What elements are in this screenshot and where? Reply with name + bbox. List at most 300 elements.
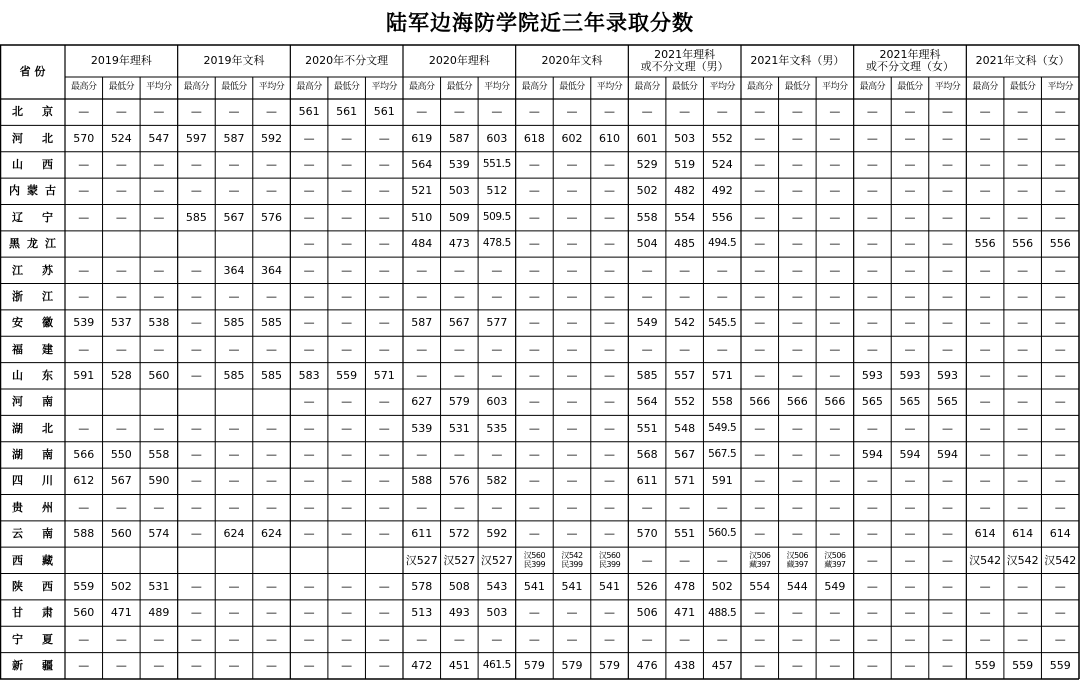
score-cell: 556 <box>711 210 733 224</box>
score-cell: 529 <box>636 158 658 172</box>
score-cell: — <box>1017 579 1029 593</box>
score-cell: — <box>904 579 916 593</box>
score-cell: 618 <box>523 131 545 145</box>
score-cell: — <box>78 105 90 119</box>
score-cell: — <box>190 579 202 593</box>
score-cell: 531 <box>448 421 470 435</box>
score-cell: 472 <box>411 659 433 673</box>
score-cell: — <box>303 131 315 145</box>
province-cell: 河 南 <box>12 395 53 409</box>
score-cell: — <box>528 158 540 172</box>
score-cell: — <box>78 184 90 198</box>
score-cell: — <box>866 342 878 356</box>
score-cell: — <box>829 632 841 646</box>
score-cell: — <box>190 632 202 646</box>
score-cell: — <box>754 184 766 198</box>
score-cell: — <box>341 237 353 251</box>
score-cell: — <box>416 263 428 277</box>
score-cell: 559 <box>336 369 358 383</box>
score-cell: — <box>904 553 916 567</box>
score-cell: — <box>416 632 428 646</box>
score-cell: — <box>754 421 766 435</box>
score-cell: — <box>341 500 353 514</box>
score-cell: — <box>341 263 353 277</box>
score-cell: — <box>190 474 202 488</box>
score-cell: 526 <box>636 579 658 593</box>
score-cell: — <box>604 316 616 330</box>
score-cell: — <box>453 500 465 514</box>
score-cell: — <box>266 579 278 593</box>
score-cell: — <box>491 289 503 303</box>
score-cell: — <box>942 606 954 620</box>
sub-header: 最低分 <box>221 82 247 93</box>
score-cell: — <box>754 316 766 330</box>
score-cell: — <box>1017 289 1029 303</box>
score-cell: — <box>190 527 202 541</box>
score-cell: — <box>566 421 578 435</box>
score-cell: 564 <box>411 158 433 172</box>
score-cell: — <box>266 632 278 646</box>
score-cell: 558 <box>636 210 658 224</box>
score-cell: 485 <box>674 237 696 251</box>
score-cell: — <box>416 369 428 383</box>
score-cell: — <box>378 579 390 593</box>
score-cell: 545.5 <box>708 316 737 329</box>
score-cell: — <box>566 606 578 620</box>
score-cell: — <box>453 289 465 303</box>
score-cell: — <box>1017 184 1029 198</box>
score-cell: — <box>754 158 766 172</box>
score-cell: 506 <box>636 606 658 620</box>
score-cell: 汉542 <box>969 553 1002 567</box>
score-cell: 汉506 藏397 <box>786 551 808 570</box>
score-cell: — <box>453 105 465 119</box>
score-cell: — <box>866 158 878 172</box>
score-cell: — <box>979 500 991 514</box>
score-cell: — <box>716 289 728 303</box>
group-header: 2021年理科 或不分文理（男） <box>640 47 729 73</box>
score-cell: — <box>866 131 878 145</box>
score-cell: — <box>866 316 878 330</box>
score-cell: — <box>604 342 616 356</box>
score-cell: 471 <box>110 606 132 620</box>
score-cell: — <box>416 448 428 462</box>
score-cell: — <box>378 448 390 462</box>
score-cell: — <box>303 632 315 646</box>
score-cell: 549 <box>824 579 846 593</box>
score-cell: — <box>153 105 165 119</box>
score-cell: — <box>566 289 578 303</box>
score-cell: — <box>829 369 841 383</box>
score-cell: 438 <box>674 659 696 673</box>
score-cell: — <box>115 184 127 198</box>
score-cell: — <box>378 527 390 541</box>
score-cell: — <box>679 105 691 119</box>
score-cell: — <box>942 105 954 119</box>
score-cell: — <box>754 632 766 646</box>
score-cell: — <box>791 210 803 224</box>
score-cell: — <box>716 553 728 567</box>
score-cell: 汉542 <box>1044 553 1077 567</box>
score-cell: — <box>791 237 803 251</box>
page-title: 陆军边海防学院近三年录取分数 <box>386 10 694 35</box>
score-cell: 551 <box>636 421 658 435</box>
score-cell: — <box>190 659 202 673</box>
score-cell: — <box>754 342 766 356</box>
score-cell: 汉506 藏397 <box>824 551 846 570</box>
sub-header: 最高分 <box>521 82 548 93</box>
score-cell: 512 <box>486 184 508 198</box>
sub-header: 最低分 <box>333 82 360 93</box>
score-cell: — <box>341 184 353 198</box>
score-cell: — <box>754 606 766 620</box>
score-cell: — <box>416 500 428 514</box>
sub-header: 最高分 <box>71 82 97 93</box>
score-cell: — <box>679 500 691 514</box>
score-cell: — <box>78 500 90 514</box>
score-cell: — <box>866 500 878 514</box>
score-cell: — <box>1017 342 1029 356</box>
score-cell: — <box>1054 184 1066 198</box>
score-cell: — <box>866 553 878 567</box>
score-cell: — <box>1017 369 1029 383</box>
score-cell: 503 <box>674 131 696 145</box>
score-cell: — <box>791 500 803 514</box>
score-cell: — <box>303 210 315 224</box>
score-cell: 587 <box>448 131 470 145</box>
score-cell: — <box>829 659 841 673</box>
sub-header: 最低分 <box>559 82 585 93</box>
score-cell: — <box>453 448 465 462</box>
score-cell: — <box>228 500 240 514</box>
score-cell: — <box>979 263 991 277</box>
score-cell: 524 <box>110 131 132 145</box>
score-cell: 551 <box>674 527 696 541</box>
province-cell: 安 徽 <box>12 316 53 330</box>
score-cell: — <box>866 289 878 303</box>
score-cell: 585 <box>261 316 283 330</box>
score-cell: 539 <box>411 421 433 435</box>
score-cell: — <box>303 289 315 303</box>
score-cell: — <box>190 263 202 277</box>
score-cell: — <box>604 474 616 488</box>
score-cell: — <box>303 659 315 673</box>
score-cell: — <box>115 210 127 224</box>
score-cell: — <box>528 316 540 330</box>
score-cell: — <box>641 553 653 567</box>
score-cell: — <box>604 158 616 172</box>
score-cell: 554 <box>749 579 771 593</box>
group-header: 2021年文科（女） <box>975 53 1070 67</box>
score-cell: — <box>1054 131 1066 145</box>
score-cell: — <box>303 606 315 620</box>
group-header: 2020年文科 <box>541 53 603 67</box>
score-cell: 570 <box>73 131 95 145</box>
score-cell: 585 <box>223 369 245 383</box>
score-cell: — <box>904 342 916 356</box>
province-cell: 辽 宁 <box>12 210 53 224</box>
score-cell: — <box>942 210 954 224</box>
province-cell: 贵 州 <box>12 500 53 514</box>
score-cell: 504 <box>636 237 658 251</box>
score-cell: 594 <box>937 448 959 462</box>
score-cell: — <box>641 289 653 303</box>
province-cell: 福 建 <box>12 342 53 356</box>
score-cell: 560 <box>110 527 132 541</box>
score-cell: — <box>1054 500 1066 514</box>
score-cell: 汉542 民399 <box>561 551 583 570</box>
score-cell: — <box>979 316 991 330</box>
score-cell: — <box>528 184 540 198</box>
score-cell: — <box>115 632 127 646</box>
score-cell: 560 <box>148 369 170 383</box>
score-cell: — <box>1017 131 1029 145</box>
score-cell: — <box>266 474 278 488</box>
score-cell: — <box>641 500 653 514</box>
score-cell: — <box>78 158 90 172</box>
score-cell: — <box>979 632 991 646</box>
score-cell: 579 <box>561 659 583 673</box>
score-cell: — <box>791 184 803 198</box>
score-cell: — <box>829 448 841 462</box>
score-cell: 汉527 <box>443 553 476 567</box>
score-cell: — <box>791 632 803 646</box>
score-cell: — <box>604 210 616 224</box>
score-cell: — <box>979 342 991 356</box>
score-cell: — <box>979 448 991 462</box>
score-cell: 603 <box>486 395 508 409</box>
score-cell: 571 <box>711 369 733 383</box>
score-cell: 579 <box>599 659 621 673</box>
score-cell: 519 <box>674 158 696 172</box>
score-cell: — <box>453 263 465 277</box>
score-cell: — <box>1054 342 1066 356</box>
score-cell: — <box>829 158 841 172</box>
score-cell: — <box>829 263 841 277</box>
score-cell: — <box>866 474 878 488</box>
score-cell: — <box>942 474 954 488</box>
score-cell: — <box>754 527 766 541</box>
score-cell: — <box>303 500 315 514</box>
score-cell: — <box>791 316 803 330</box>
score-cell: 566 <box>786 395 808 409</box>
sub-header: 最低分 <box>446 82 473 93</box>
score-cell: 570 <box>636 527 658 541</box>
score-cell: — <box>942 316 954 330</box>
score-cell: 551.5 <box>482 158 511 171</box>
score-cell: 561 <box>298 105 320 119</box>
score-cell: — <box>566 500 578 514</box>
score-cell: 561 <box>373 105 395 119</box>
score-cell: 566 <box>824 395 846 409</box>
score-cell: 539 <box>73 316 95 330</box>
score-cell: — <box>190 105 202 119</box>
score-cell: — <box>416 342 428 356</box>
score-cell: 484 <box>411 237 433 251</box>
score-cell: — <box>266 448 278 462</box>
score-cell: 592 <box>261 131 283 145</box>
score-cell: 585 <box>223 316 245 330</box>
province-cell: 陕 西 <box>12 579 53 593</box>
score-cell: 585 <box>261 369 283 383</box>
province-cell: 云 南 <box>12 527 53 541</box>
score-cell: — <box>829 527 841 541</box>
score-cell: 503 <box>486 606 508 620</box>
score-cell: — <box>491 263 503 277</box>
score-cell: — <box>528 369 540 383</box>
score-cell: 543 <box>486 579 508 593</box>
score-cell: — <box>266 158 278 172</box>
score-cell: — <box>153 421 165 435</box>
score-cell: 488.5 <box>708 606 737 619</box>
score-cell: — <box>341 210 353 224</box>
sub-header: 最高分 <box>409 82 435 93</box>
score-cell: 556 <box>974 237 996 251</box>
score-cell: 591 <box>711 474 733 488</box>
score-cell: 561 <box>336 105 358 119</box>
score-cell: — <box>341 342 353 356</box>
score-cell: — <box>1017 210 1029 224</box>
score-cell: 612 <box>73 474 95 488</box>
score-cell: 503 <box>448 184 470 198</box>
score-cell: 524 <box>711 158 733 172</box>
score-cell: — <box>453 369 465 383</box>
score-cell: — <box>341 316 353 330</box>
score-cell: — <box>266 342 278 356</box>
score-cell: — <box>190 342 202 356</box>
score-cell: — <box>979 369 991 383</box>
score-cell: — <box>1017 606 1029 620</box>
group-header: 2019年文科 <box>203 53 265 67</box>
score-cell: — <box>829 105 841 119</box>
score-cell: 577 <box>486 316 508 330</box>
score-cell: 461.5 <box>482 659 511 672</box>
score-cell: — <box>604 527 616 541</box>
score-cell: — <box>904 131 916 145</box>
score-cell: — <box>1017 500 1029 514</box>
score-cell: — <box>341 606 353 620</box>
score-cell: — <box>904 184 916 198</box>
score-cell: — <box>604 369 616 383</box>
score-cell: 539 <box>448 158 470 172</box>
score-cell: 549 <box>636 316 658 330</box>
score-cell: 531 <box>148 579 170 593</box>
score-cell: — <box>716 105 728 119</box>
score-cell: — <box>829 184 841 198</box>
score-cell: — <box>115 500 127 514</box>
score-cell: — <box>190 316 202 330</box>
score-cell: 565 <box>937 395 959 409</box>
score-cell: — <box>190 448 202 462</box>
province-cell: 新 疆 <box>12 659 53 673</box>
score-cell: — <box>115 263 127 277</box>
group-header: 2020年理科 <box>428 53 490 67</box>
score-cell: — <box>266 500 278 514</box>
score-cell: 478 <box>674 579 696 593</box>
score-cell: — <box>866 606 878 620</box>
score-cell: — <box>604 606 616 620</box>
score-cell: — <box>341 632 353 646</box>
score-cell: — <box>679 289 691 303</box>
score-cell: — <box>78 342 90 356</box>
score-cell: — <box>303 237 315 251</box>
score-cell: — <box>153 210 165 224</box>
score-cell: — <box>528 342 540 356</box>
table-grid-lines <box>0 44 1080 680</box>
score-cell: 585 <box>185 210 207 224</box>
score-cell: — <box>266 105 278 119</box>
score-cell: 588 <box>411 474 433 488</box>
score-cell: — <box>1017 316 1029 330</box>
score-cell: 614 <box>1049 527 1071 541</box>
score-cell: 451 <box>448 659 470 673</box>
score-cell: 558 <box>711 395 733 409</box>
score-cell: — <box>190 369 202 383</box>
score-cell: — <box>115 105 127 119</box>
sub-header: 平均分 <box>596 82 623 93</box>
score-cell: — <box>153 500 165 514</box>
score-cell: — <box>491 105 503 119</box>
score-cell: — <box>566 369 578 383</box>
score-cell: 578 <box>411 579 433 593</box>
score-cell: — <box>115 289 127 303</box>
score-cell: — <box>378 184 390 198</box>
score-cell: — <box>791 421 803 435</box>
score-cell: 538 <box>148 316 170 330</box>
score-cell: — <box>341 474 353 488</box>
score-cell: — <box>528 448 540 462</box>
score-cell: — <box>904 632 916 646</box>
sub-header: 平均分 <box>1047 82 1073 93</box>
score-cell: — <box>266 289 278 303</box>
score-cell: — <box>791 448 803 462</box>
province-cell: 黑 龙 江 <box>9 237 56 251</box>
score-cell: — <box>378 158 390 172</box>
score-cell: — <box>115 659 127 673</box>
sub-header: 最高分 <box>296 82 322 93</box>
score-cell: — <box>153 184 165 198</box>
score-cell: — <box>829 500 841 514</box>
score-cell: — <box>566 210 578 224</box>
score-cell: — <box>566 237 578 251</box>
score-cell: 593 <box>899 369 921 383</box>
score-cell: — <box>528 237 540 251</box>
score-cell: — <box>153 632 165 646</box>
score-cell: 560.5 <box>708 527 737 540</box>
score-cell: — <box>942 158 954 172</box>
score-cell: — <box>378 316 390 330</box>
score-cell: 552 <box>711 131 733 145</box>
score-cell: 537 <box>110 316 132 330</box>
score-cell: — <box>303 342 315 356</box>
score-cell: — <box>904 289 916 303</box>
province-cell: 西 藏 <box>12 553 53 567</box>
score-cell: 542 <box>674 316 696 330</box>
score-cell: — <box>528 263 540 277</box>
score-cell: — <box>979 579 991 593</box>
score-cell: 559 <box>1012 659 1034 673</box>
score-cell: — <box>566 184 578 198</box>
score-cell: — <box>829 237 841 251</box>
score-cell: — <box>378 342 390 356</box>
score-cell: — <box>942 553 954 567</box>
score-cell: 614 <box>1012 527 1034 541</box>
score-cell: — <box>979 105 991 119</box>
score-cell: — <box>190 158 202 172</box>
score-cell: 558 <box>148 448 170 462</box>
score-cell: — <box>754 263 766 277</box>
score-cell: — <box>829 421 841 435</box>
